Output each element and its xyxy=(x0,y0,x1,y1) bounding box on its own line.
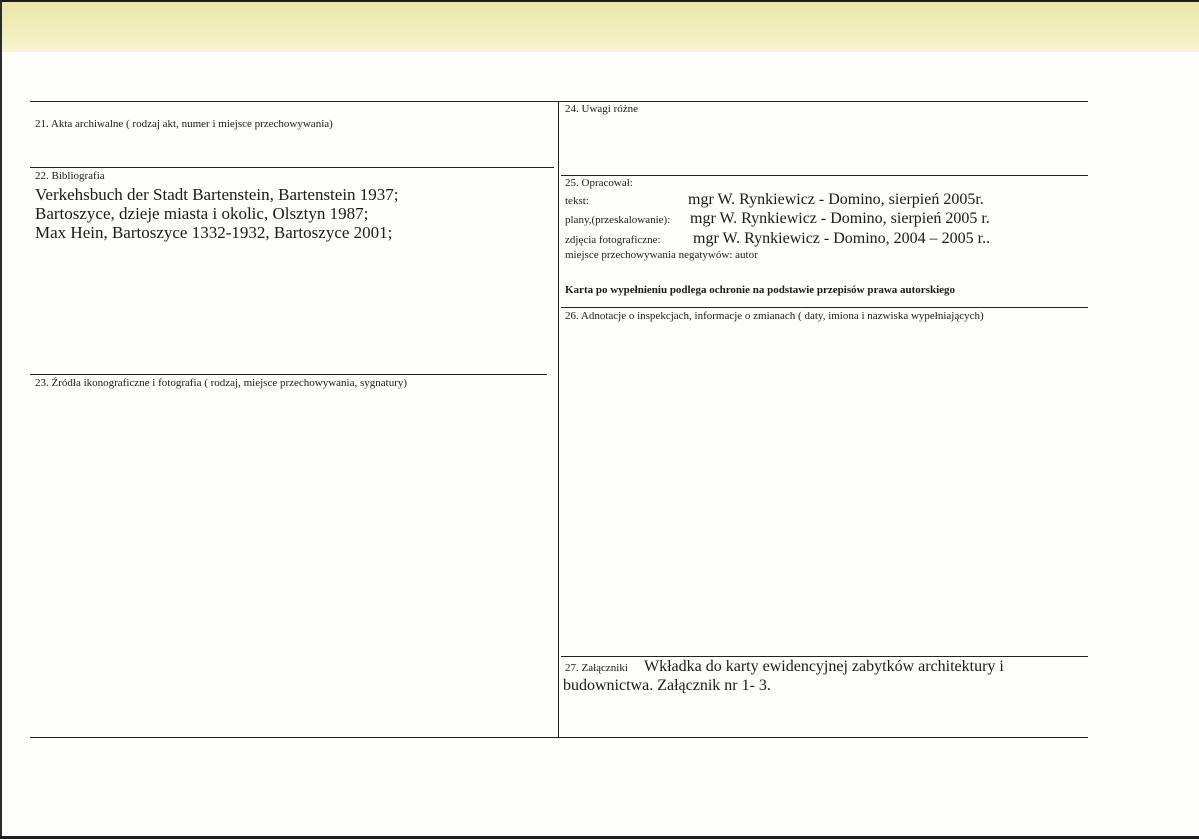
rule-top xyxy=(30,101,1088,102)
author-row-text-value: mgr W. Rynkiewicz - Domino, sierpień 2005r. xyxy=(688,191,984,208)
bibliography-entry-3: Max Hein, Bartoszyce 1332-1932, Bartoszyce 2001; xyxy=(35,223,393,242)
negatives-storage: miejsce przechowywania negatywów: autor xyxy=(565,249,758,261)
bibliography-entry-2: Bartoszyce, dzieje miasta i okolic, Olsztyn 1987; xyxy=(35,204,369,223)
author-row-photos-value: mgr W. Rynkiewicz - Domino, 2004 – 2005 r.. xyxy=(693,230,991,247)
rule-before-23 xyxy=(30,374,547,375)
attachments-line-1: Wkładka do karty ewidencyjnej zabytków architektury i xyxy=(644,658,1004,675)
author-row-plans-value: mgr W. Rynkiewicz - Domino, sierpień 2005 r. xyxy=(690,210,990,227)
scan-left-edge xyxy=(0,0,2,839)
rule-before-25 xyxy=(561,175,1088,176)
rule-center-divider xyxy=(558,101,559,737)
section-25-label: 25. Opracował: xyxy=(565,177,633,189)
rule-bottom xyxy=(30,737,1088,738)
section-21-label: 21. Akta archiwalne ( rodzaj akt, numer i miejsce przechowywania) xyxy=(35,118,333,130)
scan-top-band xyxy=(0,0,1199,52)
author-row-text-key: tekst: xyxy=(565,195,589,207)
rule-before-26 xyxy=(561,307,1088,308)
scan-top-edge xyxy=(0,0,1199,2)
section-24-label: 24. Uwagi różne xyxy=(565,103,639,115)
rule-before-22 xyxy=(30,167,554,168)
section-27-label: 27. Załączniki xyxy=(565,662,628,674)
section-23-label: 23. Źródła ikonograficzne i fotografia ( rodzaj, miejsce przechowywania, sygnatury) xyxy=(35,377,408,389)
author-row-plans-key: plany,(przeskalowanie): xyxy=(565,214,671,226)
section-26-label: 26. Adnotacje o inspekcjach, informacje o zmianach ( daty, imiona i nazwiska wypełniających) xyxy=(565,310,984,322)
bibliography-entry-1: Verkehsbuch der Stadt Bartenstein, Bartenstein 1937; xyxy=(35,185,399,204)
copyright-notice: Karta po wypełnieniu podlega ochronie na podstawie przepisów prawa autorskiego xyxy=(565,284,956,296)
rule-before-27 xyxy=(561,656,1088,657)
author-row-photos-key: zdjęcia fotograficzne: xyxy=(565,234,661,246)
attachments-line-2: budownictwa. Załącznik nr 1- 3. xyxy=(563,677,771,694)
section-22-label: 22. Bibliografia xyxy=(35,170,105,182)
